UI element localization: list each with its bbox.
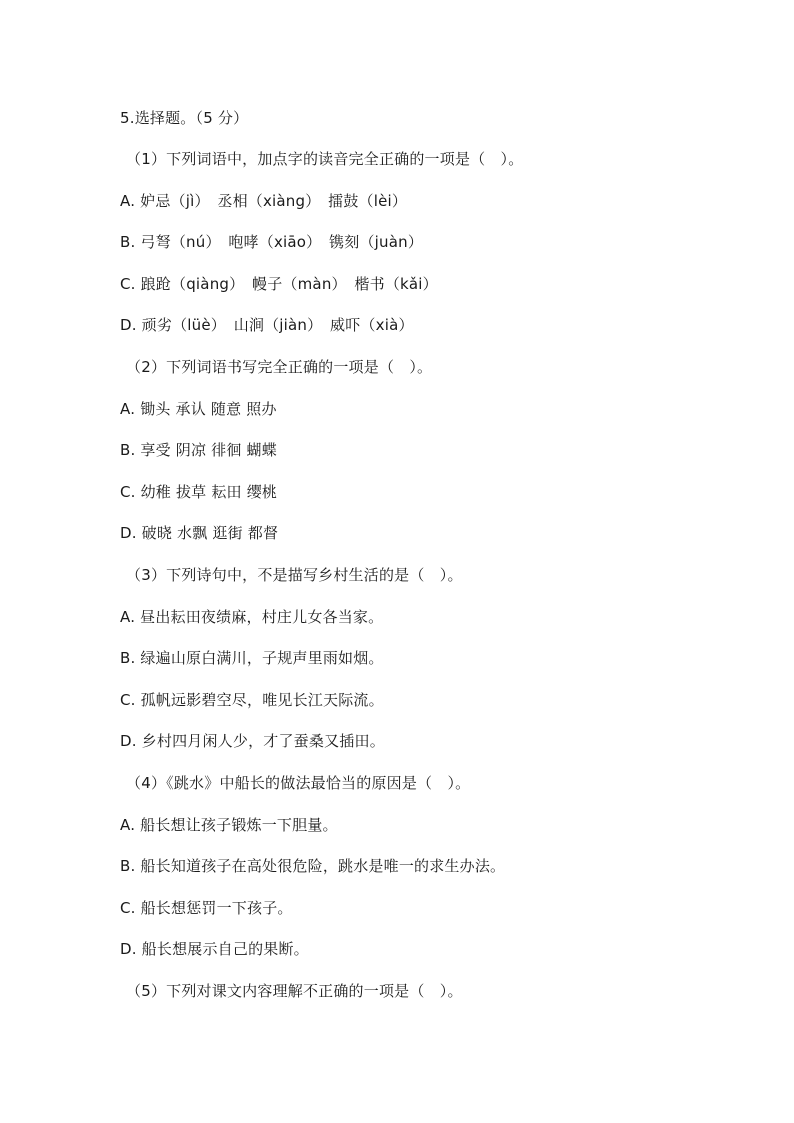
question-1-option-d: D. 顽劣（lüè） 山涧（jiàn） 威吓（xià） [120,316,414,334]
question-2-option-d: D. 破晓 水飘 逛街 都督 [120,524,279,542]
question-1-option-a: A. 妒忌（jì） 丞相（xiàng） 擂鼓（lèi） [120,192,408,210]
question-4-option-a: A. 船长想让孩子锻炼一下胆量。 [120,816,338,834]
question-1-option-c: C. 踉跄（qiàng） 幔子（màn） 楷书（kǎi） [120,275,438,293]
question-3-option-c: C. 孤帆远影碧空尽，唯见长江天际流。 [120,691,384,709]
question-3-option-d: D. 乡村四月闲人少，才了蚕桑又插田。 [120,732,385,750]
question-3-option-b: B. 绿遍山原白满川，子规声里雨如烟。 [120,649,384,667]
question-1-option-b: B. 弓弩（nú） 咆哮（xiāo） 镌刻（juàn） [120,233,424,251]
question-1-stem: （1）下列词语中，加点字的读音完全正确的一项是（ ）。 [126,150,524,168]
section-title: 5.选择题。（5 分） [120,109,249,127]
question-2-stem: （2）下列词语书写完全正确的一项是（ ）。 [126,358,433,376]
question-3-stem: （3）下列诗句中，不是描写乡村生活的是（ ）。 [126,566,463,584]
question-3-option-a: A. 昼出耘田夜绩麻，村庄儿女各当家。 [120,608,384,626]
question-4-option-b: B. 船长知道孩子在高处很危险，跳水是唯一的求生办法。 [120,857,506,875]
question-2-option-c: C. 幼稚 拔草 耘田 缨桃 [120,483,278,501]
question-4-option-d: D. 船长想展示自己的果断。 [120,940,309,958]
question-4-option-c: C. 船长想惩罚一下孩子。 [120,899,293,917]
question-5-stem: （5）下列对课文内容理解不正确的一项是（ ）。 [126,982,463,1000]
question-2-option-a: A. 锄头 承认 随意 照办 [120,400,277,418]
question-2-option-b: B. 享受 阴凉 徘徊 蝴蝶 [120,441,277,459]
question-4-stem: （4）《跳水》中船长的做法最恰当的原因是（ ）。 [126,774,471,792]
